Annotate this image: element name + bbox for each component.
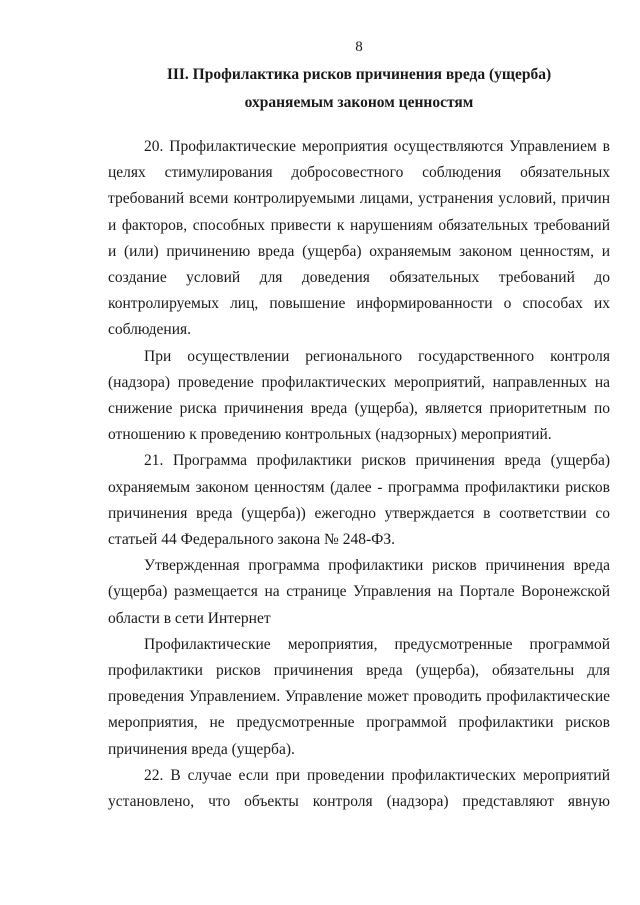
- section-heading-line-1: III. Профилактика рисков причинения вреда (ущерба): [166, 66, 552, 83]
- body-text: [108, 134, 610, 815]
- page-number: 8: [355, 39, 363, 55]
- section-heading-line-2: охраняемым законом ценностям: [244, 94, 474, 111]
- paragraph-priority: При осуществлении регионального государственного контроля (надзора) проведение профилактических мероприятий, направленных на снижение риска причинения вреда (ущерба), является приоритетным по отношению к проведению контрольных (надзорных) мероприятий.: [108, 347, 610, 444]
- paragraph-mandatory-measures: Профилактические мероприятия, предусмотренные программой профилактики рисков причинения вреда (ущерба), обязательны для проведения Управлением. Управление может проводить профилактические мероприятия, не предусмотренные программой профилактики рисков причинения вреда (ущерба).: [108, 635, 610, 758]
- paragraph-21: 21. Программа профилактики рисков причинения вреда (ущерба) охраняемым законом ценностям (далее - программа профилактики рисков причинения вреда (ущерба)) ежегодно утверждается в соответствии со статьей 44 Федерального закона № 248-ФЗ.: [108, 452, 610, 549]
- paragraph-22: 22. В случае если при проведении профилактических мероприятий установлено, что объекты контроля (надзора) представляют явную: [108, 766, 610, 811]
- paragraph-published-program: Утвержденная программа профилактики рисков причинения вреда (ущерба) размещается на странице Управления на Портале Воронежской области в сети Интернет: [108, 557, 610, 627]
- paragraph-20: 20. Профилактические мероприятия осуществляются Управлением в целях стимулирования добросовестного соблюдения обязательных требований всеми контролируемыми лицами, устранения условий, причин и факторов, способных привести к нарушениям обязательных требований и (или) причинению вреда (ущерба) охраняемым законом ценностям, и создание условий для доведения обязательных требований до контролируемых лиц, повышение информированности о способах их соблюдения.: [108, 138, 610, 339]
